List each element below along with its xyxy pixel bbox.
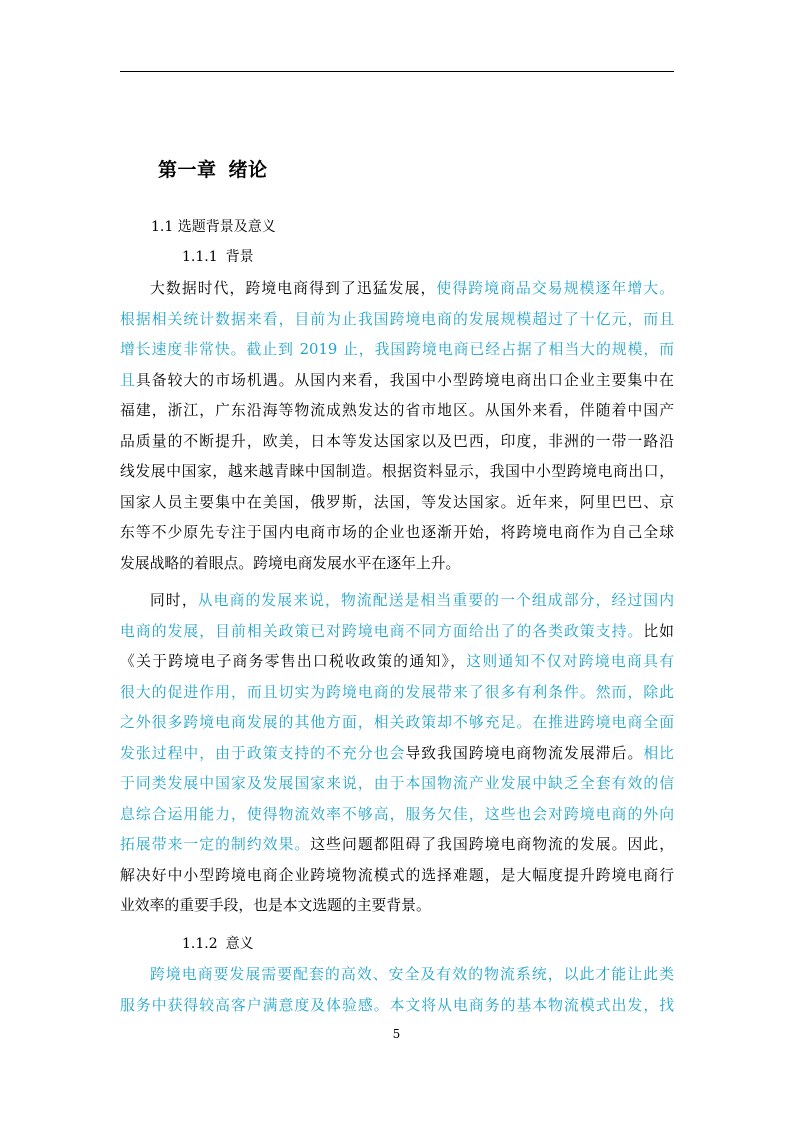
text-segment: 大数据时代，跨境电商得到了迅猛发展， xyxy=(150,280,437,297)
text-segment: 线发展中国家，越来越青睐中国制造。根据资料显示，我国中小型跨境电商出口， xyxy=(120,463,674,480)
text-line xyxy=(120,518,674,549)
text-segment: 《关于跨境电子商务零售出口税收政策的通知》， xyxy=(120,653,467,670)
text-line xyxy=(120,830,674,861)
text-segment: 品质量的不断提升，欧美，日本等发达国家以及巴西，印度，非洲的一带一路沿 xyxy=(120,432,674,450)
text-segment: 东等不少原先专注于国内电商市场的企业也逐渐开始，将跨境电商作为自己全球 xyxy=(120,524,674,541)
paragraph-background-1 xyxy=(120,274,674,579)
page-number: 5 xyxy=(392,1027,401,1041)
text-line xyxy=(120,647,674,678)
section-title: 选题背景及意义 xyxy=(177,219,276,235)
highlighted-text: 跨境电商要发展需要配套的高效、安全及有效的物流系统，以此才能让此类 xyxy=(150,966,674,983)
text-segment: 福建，浙江，广东沿海等物流成熟发达的省市地区。从国外来看，伴随着中国产 xyxy=(120,402,674,419)
text-line xyxy=(120,678,674,709)
chapter-title: 绪论 xyxy=(228,159,268,181)
section-number: 1.1.2 xyxy=(182,936,218,952)
highlighted-text: 拓展带来一定的制约效果。 xyxy=(120,836,311,853)
text-segment: 发展战略的着眼点。跨境电商发展水平在逐年上升。 xyxy=(120,554,461,572)
section-title: 背景 xyxy=(225,249,254,265)
highlighted-text: 电商的发展，目前相关政策已对跨境电商不同方面给出了的各类政策支持。 xyxy=(120,622,644,640)
text-segment: 解决好中小型跨境电商企业跨境物流模式的选择难题，是大幅度提升跨境电商行 xyxy=(120,866,674,884)
text-line xyxy=(120,457,674,488)
text-segment: 业效率的重要手段，也是本文选题的主要背景。 xyxy=(120,897,431,914)
text-line xyxy=(120,861,674,892)
highlighted-text: 于同类发展中国家及发展国家来说，由于本国物流产业发展中缺乏全套有效的信 xyxy=(120,775,674,792)
section-number: 1.1.1 xyxy=(182,249,218,265)
text-line xyxy=(120,586,674,617)
text-line xyxy=(120,305,674,336)
highlighted-text: 根据相关统计数据来看，目前为止我国跨境电商的发展规模超过了十亿元，而且 xyxy=(120,310,674,328)
highlighted-text: 很大的促进作用，而且切实为跨境电商的发展带来了很多有利条件。然而，除此 xyxy=(120,683,674,701)
section-heading-1-1-1 xyxy=(182,246,254,266)
highlighted-text: 从电商的发展来说，物流配送是相当重要的一个组成部分，经过国内 xyxy=(197,592,674,609)
chapter-heading xyxy=(158,155,268,182)
header-rule xyxy=(120,71,674,72)
text-line xyxy=(120,708,674,739)
text-line xyxy=(120,739,674,770)
text-line xyxy=(120,800,674,831)
highlighted-text: 使得跨境商品交易规模逐年增大。 xyxy=(436,280,674,297)
text-line xyxy=(120,396,674,427)
text-line xyxy=(120,617,674,648)
paragraph-significance-1 xyxy=(120,960,674,1021)
highlighted-text: 息综合运用能力，使得物流效率不够高，服务欠佳，这些也会对跨境电商的外向 xyxy=(120,805,674,823)
text-segment: 这些问题都阻碍了我国跨境电商物流的发展。因此， xyxy=(310,836,674,853)
text-segment: 比如 xyxy=(643,622,674,640)
text-line xyxy=(120,769,674,800)
text-line xyxy=(120,427,674,458)
text-segment: 具备较大的市场机遇。从国内来看，我国中小型跨境电商出口企业主要集中在 xyxy=(135,371,674,389)
text-line xyxy=(120,274,674,305)
highlighted-text: 相比 xyxy=(643,744,674,762)
highlighted-text: 服务中获得较高客户满意度及体验感。本文将从电商务的基本物流模式出发，找 xyxy=(120,996,674,1014)
section-heading-1-1-2 xyxy=(182,933,254,953)
text-line xyxy=(120,366,674,397)
text-line xyxy=(120,991,674,1022)
text-line xyxy=(120,891,674,922)
text-segment: 导致我国跨境电商物流发展滞后。 xyxy=(405,744,644,762)
section-number: 1.1 xyxy=(151,219,174,235)
highlighted-text: 之外很多跨境电商发展的其他方面，相关政策却不够充足。在推进跨境电商全面 xyxy=(120,714,674,731)
section-heading-1-1 xyxy=(151,216,276,236)
text-line xyxy=(120,549,674,580)
section-title: 意义 xyxy=(225,936,254,952)
text-line xyxy=(120,960,674,991)
text-segment: 同时， xyxy=(150,592,198,609)
highlighted-text: 这则通知不仅对跨境电商具有 xyxy=(466,653,674,670)
paragraph-background-2 xyxy=(120,586,674,922)
chapter-number: 第一章 xyxy=(158,159,217,181)
text-line xyxy=(120,488,674,519)
text-segment: 国家人员主要集中在美国，俄罗斯，法国，等发达国家。近年来，阿里巴巴、京 xyxy=(120,493,674,511)
highlighted-text: 且 xyxy=(120,371,136,389)
highlighted-text: 发张过程中，由于政策支持的不充分也会 xyxy=(120,744,406,762)
text-line xyxy=(120,335,674,366)
highlighted-text: 增长速度非常快。截止到 2019 止，我国跨境电商已经占据了相当大的规模，而 xyxy=(120,341,674,358)
